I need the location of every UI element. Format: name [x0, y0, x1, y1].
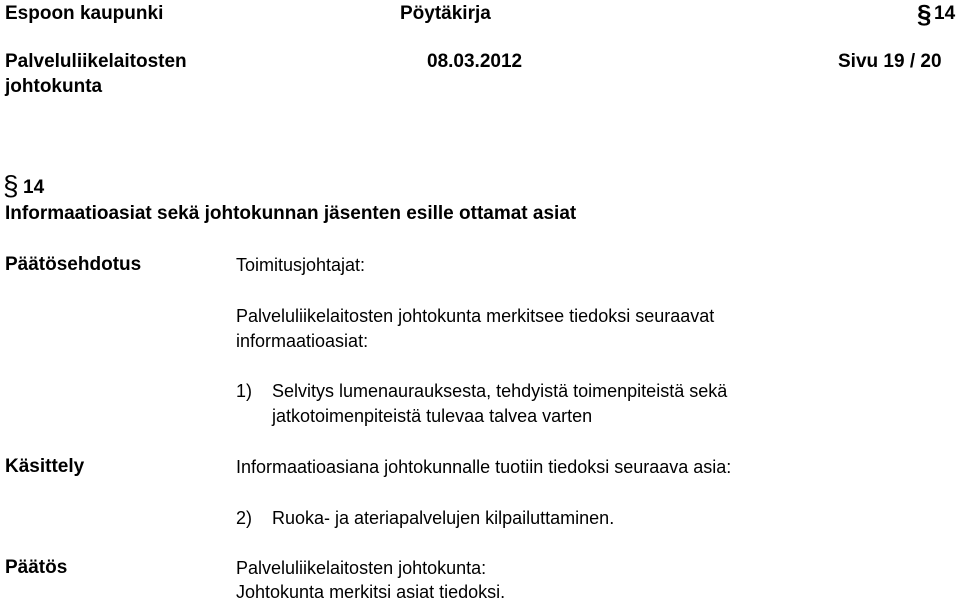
proposal-text-line1: Palveluliikelaitosten johtokunta merkitsee tiedoksi seuraavat [236, 306, 715, 326]
decision-line2: Johtokunta merkitsi asiat tiedoksi. [236, 582, 506, 602]
header-section-number: 14 [934, 3, 956, 24]
document-type: Pöytäkirja [400, 3, 491, 24]
list-item1-line2: jatkotoimenpiteistä tulevaa talvea varten [272, 406, 593, 426]
list-item2-text: Ruoka- ja ateriapalvelujen kilpailuttaminen. [272, 508, 615, 528]
handling-label: Käsittely [5, 456, 85, 477]
proposal-intro: Toimitusjohtajat: [236, 255, 366, 275]
item-title: Informaatioasiat sekä johtokunnan jäsenten esille ottamat asiat [5, 203, 577, 224]
proposal-text-line2: informaatioasiat: [236, 331, 369, 351]
item-number: 14 [23, 177, 45, 198]
decision-label: Päätös [5, 557, 68, 578]
handling-text: Informaatioasiana johtokunnalle tuotiin tiedoksi seuraava asia: [236, 457, 732, 477]
list-item2-number: 2) [236, 508, 253, 528]
page-number: Sivu 19 / 20 [838, 51, 942, 72]
section-sign-icon: § [917, 0, 932, 29]
meeting-date: 08.03.2012 [427, 51, 523, 72]
body-name-line2: johtokunta [5, 76, 103, 97]
decision-line1: Palveluliikelaitosten johtokunta: [236, 558, 487, 578]
proposal-label: Päätösehdotus [5, 254, 142, 275]
list-item1-line1: Selvitys lumenaurauksesta, tehdyistä toimenpiteistä sekä [272, 381, 728, 401]
body-name-line1: Palveluliikelaitosten [5, 51, 187, 72]
org-name: Espoon kaupunki [5, 3, 164, 24]
list-item1-number: 1) [236, 381, 253, 401]
item-section-sign-icon: § [3, 170, 19, 201]
